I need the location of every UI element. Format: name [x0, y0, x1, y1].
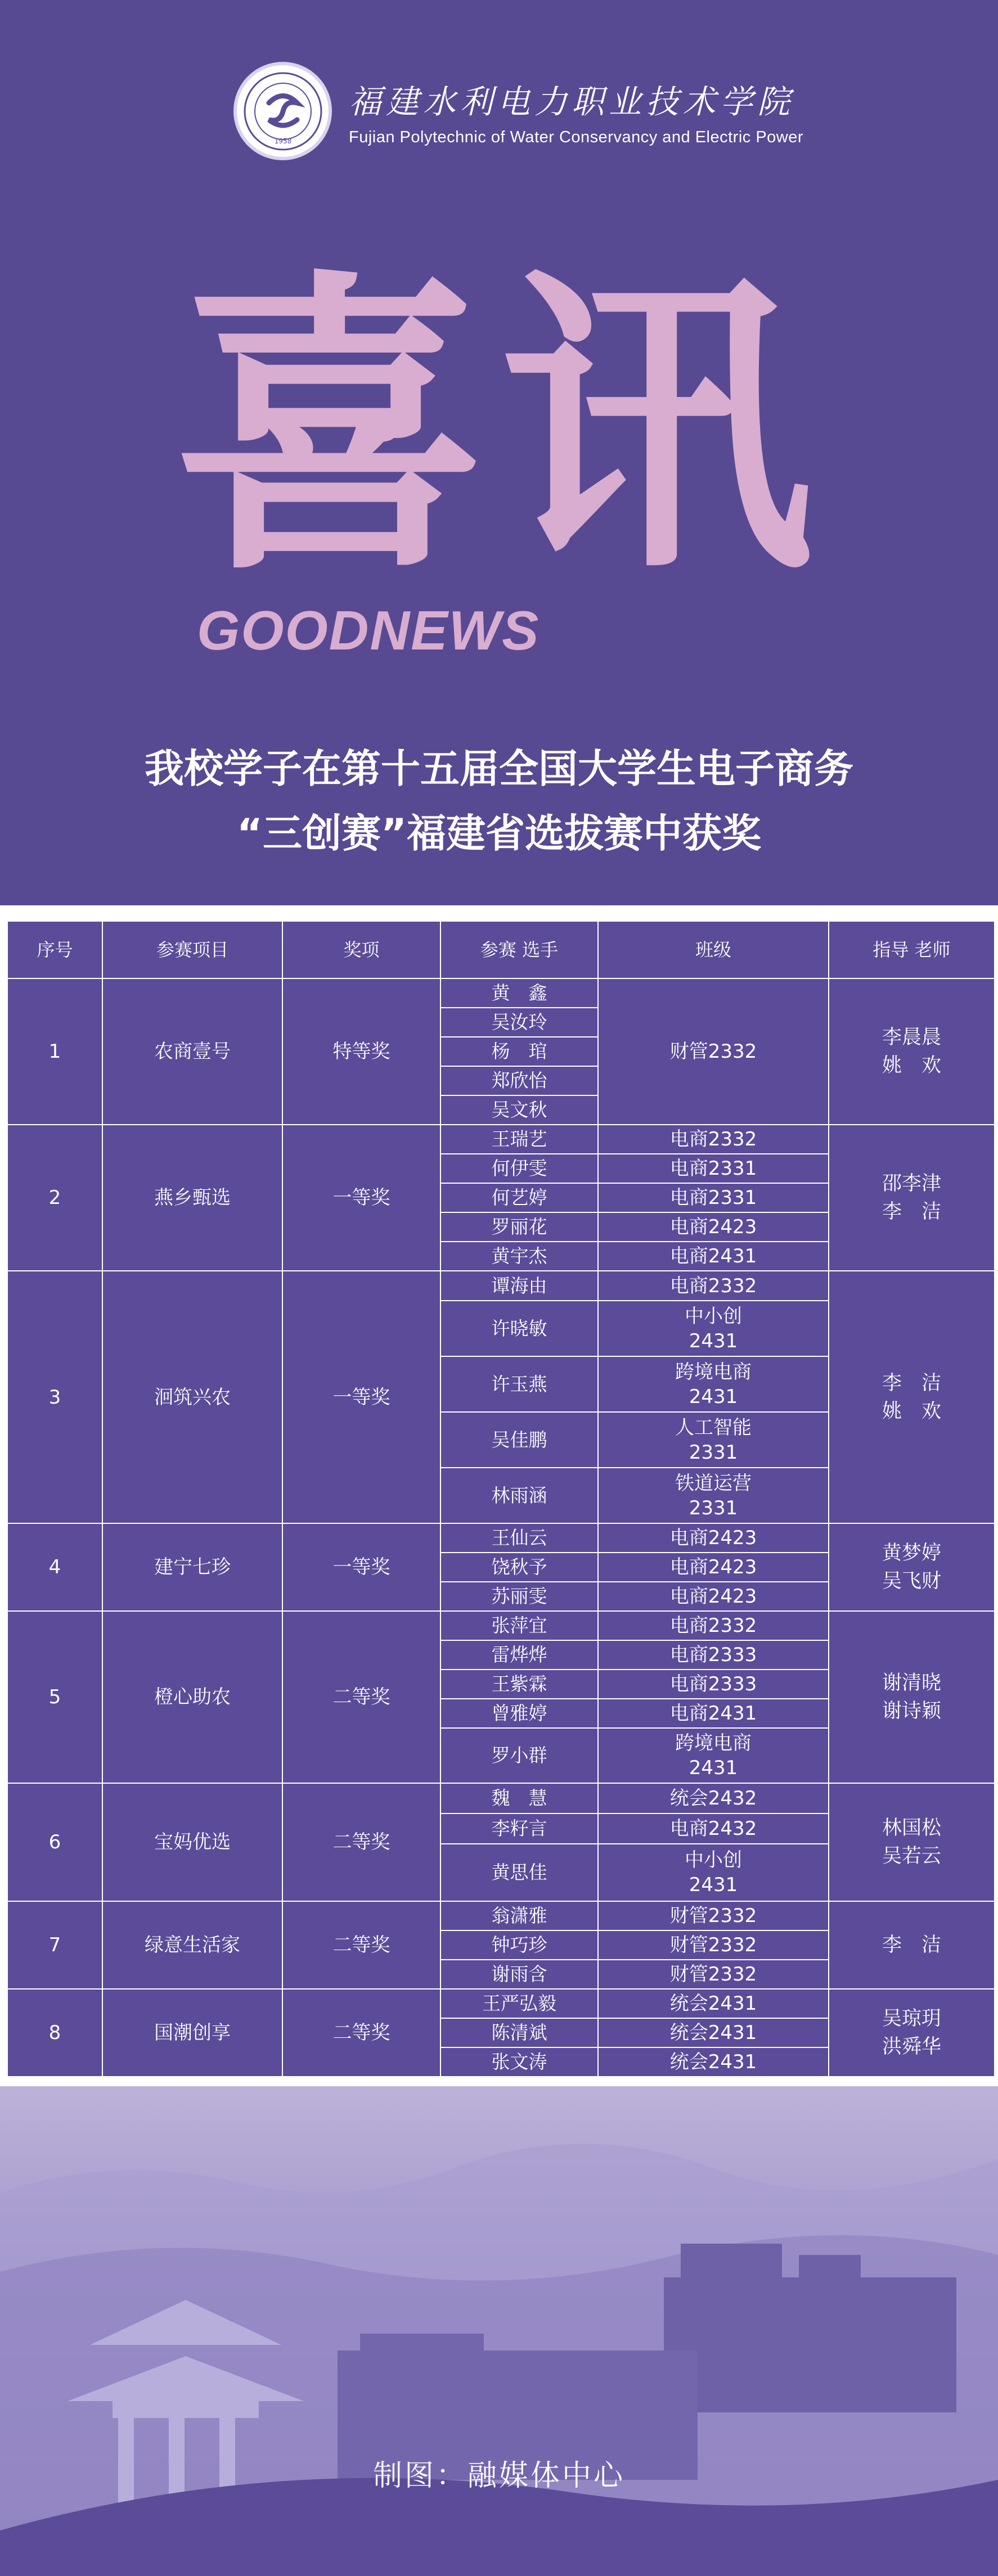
player-name: 李籽言: [440, 1813, 598, 1844]
player-class: 财管2332: [598, 1930, 829, 1960]
player-class: 统会2432: [598, 1783, 829, 1813]
logo-year: 1958: [274, 137, 291, 145]
headline-line-1: 我校学子在第十五届全国大学生电子商务: [145, 746, 853, 792]
team-award: 二等奖: [282, 1611, 440, 1783]
player-name: 王瑞艺: [440, 1125, 598, 1154]
team-teacher: 邵李津 李 洁: [829, 1125, 995, 1271]
player-class: 铁道运营 2331: [598, 1468, 829, 1523]
player-name: 吴汝玲: [440, 1008, 598, 1037]
team-no: 8: [7, 1989, 102, 2077]
player-name: 林雨涵: [440, 1468, 598, 1523]
player-class: 电商2333: [598, 1670, 829, 1699]
headline: [0, 737, 998, 866]
team-project: 绿意生活家: [102, 1901, 282, 1989]
header-award: 奖项: [282, 921, 440, 978]
player-name: 黄宇杰: [440, 1242, 598, 1271]
team-award: 二等奖: [282, 1783, 440, 1901]
player-class: 电商2332: [598, 1611, 829, 1640]
player-name: 张文涛: [440, 2047, 598, 2077]
header-banner: [0, 0, 998, 905]
player-name: 钟巧珍: [440, 1930, 598, 1960]
player-name: 魏 慧: [440, 1783, 598, 1813]
player-name: 陈清斌: [440, 2018, 598, 2047]
team-no: 6: [7, 1783, 102, 1901]
header-project: 参赛项目: [102, 921, 282, 978]
player-class: 电商2331: [598, 1154, 829, 1183]
team-award: 一等奖: [282, 1271, 440, 1523]
player-name: 王严弘毅: [440, 1989, 598, 2018]
team-teacher: 林国松 吴若云: [829, 1783, 995, 1901]
player-name: 罗小群: [440, 1728, 598, 1783]
player-class: 统会2431: [598, 1989, 829, 2018]
good-news-title: 喜讯: [173, 242, 825, 612]
team-no: 4: [7, 1523, 102, 1611]
player-name: 何艺婷: [440, 1183, 598, 1212]
player-name: 王紫霖: [440, 1670, 598, 1699]
team-project: 洄筑兴农: [102, 1271, 282, 1523]
table-row: [7, 978, 995, 1008]
player-name: 许晓敏: [440, 1301, 598, 1356]
team-no: 1: [7, 978, 102, 1125]
header-class: 班级: [598, 921, 829, 978]
table-body: [7, 978, 995, 2077]
college-emblem-icon: [233, 62, 332, 160]
team-award: 一等奖: [282, 1523, 440, 1611]
table-row: [7, 1523, 995, 1553]
goodnews-subtitle: GOODNEWS: [197, 599, 540, 661]
team-project: 国潮创享: [102, 1989, 282, 2077]
player-class: 电商2423: [598, 1553, 829, 1582]
player-name: 曾雅婷: [440, 1699, 598, 1728]
team-project: 农商壹号: [102, 978, 282, 1125]
awards-table: [7, 921, 995, 2077]
player-class: 电商2332: [598, 1125, 829, 1154]
player-class: 电商2423: [598, 1523, 829, 1553]
team-teacher: 李 洁: [829, 1901, 995, 1989]
team-teacher: 吴琼玥 洪舜华: [829, 1989, 995, 2077]
table-row: [7, 1901, 995, 1930]
player-name: 罗丽花: [440, 1212, 598, 1242]
player-class: 电商2432: [598, 1813, 829, 1844]
player-name: 许玉燕: [440, 1356, 598, 1412]
player-class: 财管2332: [598, 978, 829, 1125]
team-no: 5: [7, 1611, 102, 1783]
team-award: 二等奖: [282, 1901, 440, 1989]
player-class: 电商2423: [598, 1582, 829, 1611]
team-award: 特等奖: [282, 978, 440, 1125]
credit-text: 制图：融媒体中心: [372, 2459, 625, 2493]
team-no: 2: [7, 1125, 102, 1271]
headline-line-2: “三创赛”福建省选拔赛中获奖: [236, 810, 761, 856]
player-name: 翁潇雅: [440, 1901, 598, 1930]
header-players: 参赛 选手: [440, 921, 598, 978]
team-project: 宝妈优选: [102, 1783, 282, 1901]
campus-silhouette-illustration: [0, 2086, 998, 2576]
team-teacher: 黄梦婷 吴飞财: [829, 1523, 995, 1611]
table-row: [7, 1989, 995, 2018]
player-name: 张萍宜: [440, 1611, 598, 1640]
player-class: 电商2431: [598, 1699, 829, 1728]
team-teacher: 谢清晓 谢诗颖: [829, 1611, 995, 1783]
table-row: [7, 1783, 995, 1813]
player-name: 饶秋予: [440, 1553, 598, 1582]
team-award: 一等奖: [282, 1125, 440, 1271]
college-name-en: Fujian Polytechnic of Water Conservancy and Electric Power: [349, 128, 804, 146]
team-teacher: 李晨晨 姚 欢: [829, 978, 995, 1125]
player-name: 谢雨含: [440, 1960, 598, 1989]
table-row: [7, 1611, 995, 1640]
player-class: 电商2431: [598, 1242, 829, 1271]
player-class: 人工智能 2331: [598, 1412, 829, 1468]
campus-skyline-icon: [0, 2086, 998, 2576]
header-teacher: 指导 老师: [829, 921, 995, 978]
team-project: 燕乡甄选: [102, 1125, 282, 1271]
player-name: 雷烨烨: [440, 1640, 598, 1670]
table-area: [0, 905, 998, 2086]
player-name: 吴文秋: [440, 1095, 598, 1125]
player-class: 电商2332: [598, 1271, 829, 1301]
player-class: 统会2431: [598, 2018, 829, 2047]
player-class: 财管2332: [598, 1960, 829, 1989]
table-row: [7, 1125, 995, 1154]
player-class: 电商2423: [598, 1212, 829, 1242]
player-class: 中小创 2431: [598, 1301, 829, 1356]
player-name: 杨 琯: [440, 1037, 598, 1066]
player-name: 苏丽雯: [440, 1582, 598, 1611]
team-project: 橙心助农: [102, 1611, 282, 1783]
player-class: 跨境电商 2431: [598, 1356, 829, 1412]
table-row: [7, 1271, 995, 1301]
team-award: 二等奖: [282, 1989, 440, 2077]
college-name-cn: 福建水利电力职业技术学院: [349, 83, 795, 121]
player-name: 何伊雯: [440, 1154, 598, 1183]
team-no: 7: [7, 1901, 102, 1989]
team-project: 建宁七珍: [102, 1523, 282, 1611]
team-teacher: 李 洁 姚 欢: [829, 1271, 995, 1523]
player-class: 统会2431: [598, 2047, 829, 2077]
player-name: 黄思佳: [440, 1844, 598, 1901]
player-class: 中小创 2431: [598, 1844, 829, 1901]
player-name: 王仙云: [440, 1523, 598, 1553]
player-name: 吴佳鹏: [440, 1412, 598, 1468]
player-name: 谭海由: [440, 1271, 598, 1301]
college-logo: [233, 62, 803, 160]
table-header-row: [7, 921, 995, 978]
header-no: 序号: [7, 921, 102, 978]
player-name: 郑欣怡: [440, 1066, 598, 1095]
player-class: 跨境电商 2431: [598, 1728, 829, 1783]
player-class: 电商2331: [598, 1183, 829, 1212]
player-class: 电商2333: [598, 1640, 829, 1670]
player-name: 黄 鑫: [440, 978, 598, 1008]
team-no: 3: [7, 1271, 102, 1523]
player-class: 财管2332: [598, 1901, 829, 1930]
